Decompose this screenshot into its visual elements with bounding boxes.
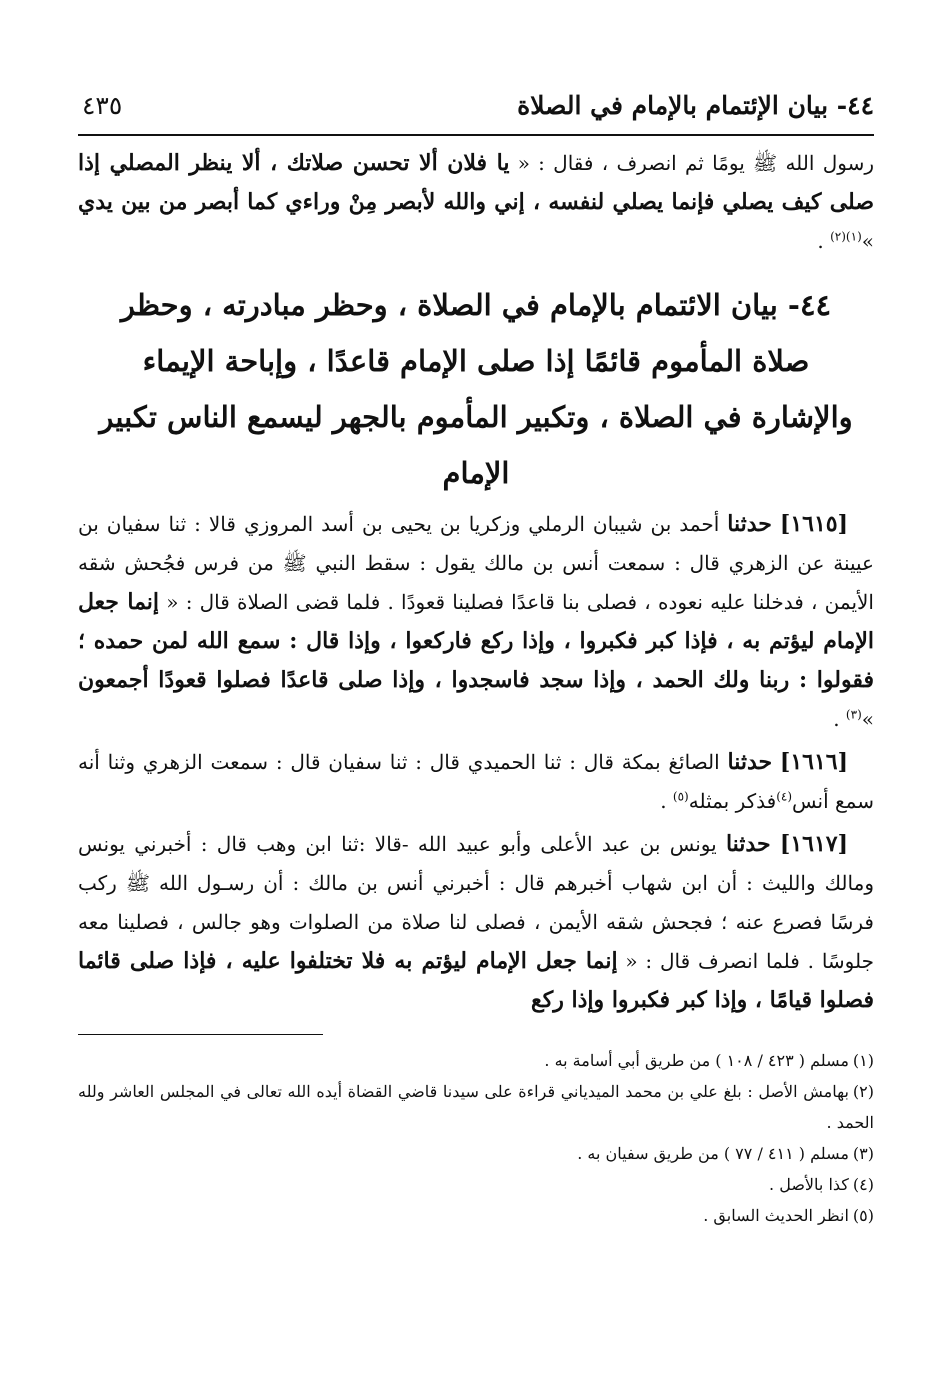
hadith-lead: حدثنا [727, 511, 772, 537]
footnote-ref: (٣) [845, 707, 862, 722]
hadith-1617 [78, 825, 874, 1020]
footnote-5 [78, 1200, 874, 1231]
footnote-text: مسلم ( ٤٢٣ / ١٠٨ ) من طريق أبي أسامة به . [544, 1051, 849, 1070]
footnote-4 [78, 1169, 874, 1200]
footnote-number: (٥) [852, 1206, 874, 1225]
intro-text-1: رسول الله ﷺ يومًا ثم انصرف ، فقال : « [509, 151, 874, 175]
intro-hadith-text: يا فلان ألا تحسن صلاتك ، ألا ينظر المصلي إذا صلى كيف يصلي فإنما يصلي لنفسه ، إني والله لأبصر مِنْ وراءي كما أبصر من بين يدي [78, 150, 874, 215]
footnote-number: (١) [852, 1051, 874, 1070]
intro-text-3: . [817, 229, 831, 253]
footnote-separator [78, 1034, 323, 1035]
footnote-2 [78, 1076, 874, 1138]
footnote-number: (٢) [852, 1082, 874, 1101]
hadith-1615 [78, 505, 874, 739]
hadith-text: يونس بن عبد الأعلى وأبو عبيد الله -قالا :ثنا ابن وهب قال : أخبرني يونس ومالك والليث : أن ابن شهاب أخبرهم قال : أخبرني أنس بن مالك : أن رسـول الله ﷺ ركب فرسًا فصرع عنه ؛ فجحش شقه الأيمن ، فصلى لنا صلاة من الصلوات وهو جالس ، فصلينا معه جلوسًا . فلما انصرف قال : « [78, 832, 874, 973]
intro-text-2: » [861, 229, 874, 253]
hadith-end: . [660, 789, 673, 813]
footnote-3 [78, 1138, 874, 1169]
hadith-1616 [78, 743, 874, 821]
intro-paragraph [78, 144, 874, 261]
hadith-text: أحمد بن شيبان الرملي وزكريا بن يحيى بن أسد المروزي قالا : ثنا سفيان بن عيينة عن الزهري قال : سمعت أنس بن مالك يقول : سقط النبي ﷺ من فرس فجُحش شقه الأيمن ، فدخلنا عليه نعوده ، فصلى بنا قاعدًا فصلينا قعودًا . فلما قضى الصلاة قال : « [78, 512, 874, 614]
footnote-number: (٣) [852, 1144, 874, 1163]
chapter-heading: ٤٤- بيان الائتمام بالإمام في الصلاة ، وحظر مبادرته ، وحظر صلاة المأموم قائمًا إذا صلى الإمام قاعدًا ، وإباحة الإيماء والإشارة في الصلاة ، وتكبير المأموم بالجهر ليسمع الناس تكبير الإمام [99, 288, 853, 490]
footnote-text: انظر الحديث السابق . [703, 1206, 849, 1225]
footnote-text: بهامش الأصل : بلغ علي بن محمد الميدياني قراءة على سيدنا قاضي القضاة أيده الله تعالى في المجلس العاشر ولله الحمد . [78, 1082, 874, 1132]
hadith-number: [١٦١٧] [779, 831, 848, 857]
hadith-matn: إنما جعل الإمام ليؤتم به فلا تختلفوا عليه ، فإذا صلى قائما فصلوا قيامًا ، وإذا كبر فكبروا وإذا ركع [78, 948, 874, 1013]
footnote-number: (٤) [852, 1175, 874, 1194]
hadith-lead: حدثنا [727, 749, 773, 775]
footnotes [78, 1045, 874, 1231]
hadith-text-2: فذكر بمثله [688, 789, 777, 813]
hadith-lead: حدثنا [725, 831, 771, 857]
running-title: ٤٤- بيان الإئتمام بالإمام في الصلاة [517, 91, 874, 120]
hadith-close: » [861, 707, 874, 731]
footnote-text: كذا بالأصل . [769, 1175, 849, 1194]
footnote-ref: (١)(٢) [830, 229, 862, 244]
book-page [78, 84, 874, 1344]
page-number: ٤٣٥ [82, 91, 123, 120]
hadith-text: الصائغ بمكة قال : ثنا الحميدي قال : ثنا سفيان قال : سمعت الزهري وثنا أنه سمع أنس [78, 750, 874, 813]
hadith-number: [١٦١٦] [779, 749, 848, 775]
footnote-ref: (٤) [776, 789, 793, 804]
footnote-text: مسلم ( ٤١١ / ٧٧ ) من طريق سفيان به . [577, 1144, 849, 1163]
footnote-1 [78, 1045, 874, 1076]
hadith-number: [١٦١٥] [779, 511, 848, 537]
hadith-end: . [833, 707, 846, 731]
running-header [78, 84, 874, 136]
hadith-matn: إنما جعل الإمام ليؤتم به ، فإذا كبر فكبروا ، وإذا ركع فاركعوا ، وإذا قال : سمع الله لمن حمده ؛ فقولوا : ربنا ولك الحمد ، وإذا سجد فاسجدوا ، وإذا صلى قاعدًا فصلوا قعودًا أجمعون [78, 589, 874, 693]
footnote-ref: (٥) [672, 789, 689, 804]
